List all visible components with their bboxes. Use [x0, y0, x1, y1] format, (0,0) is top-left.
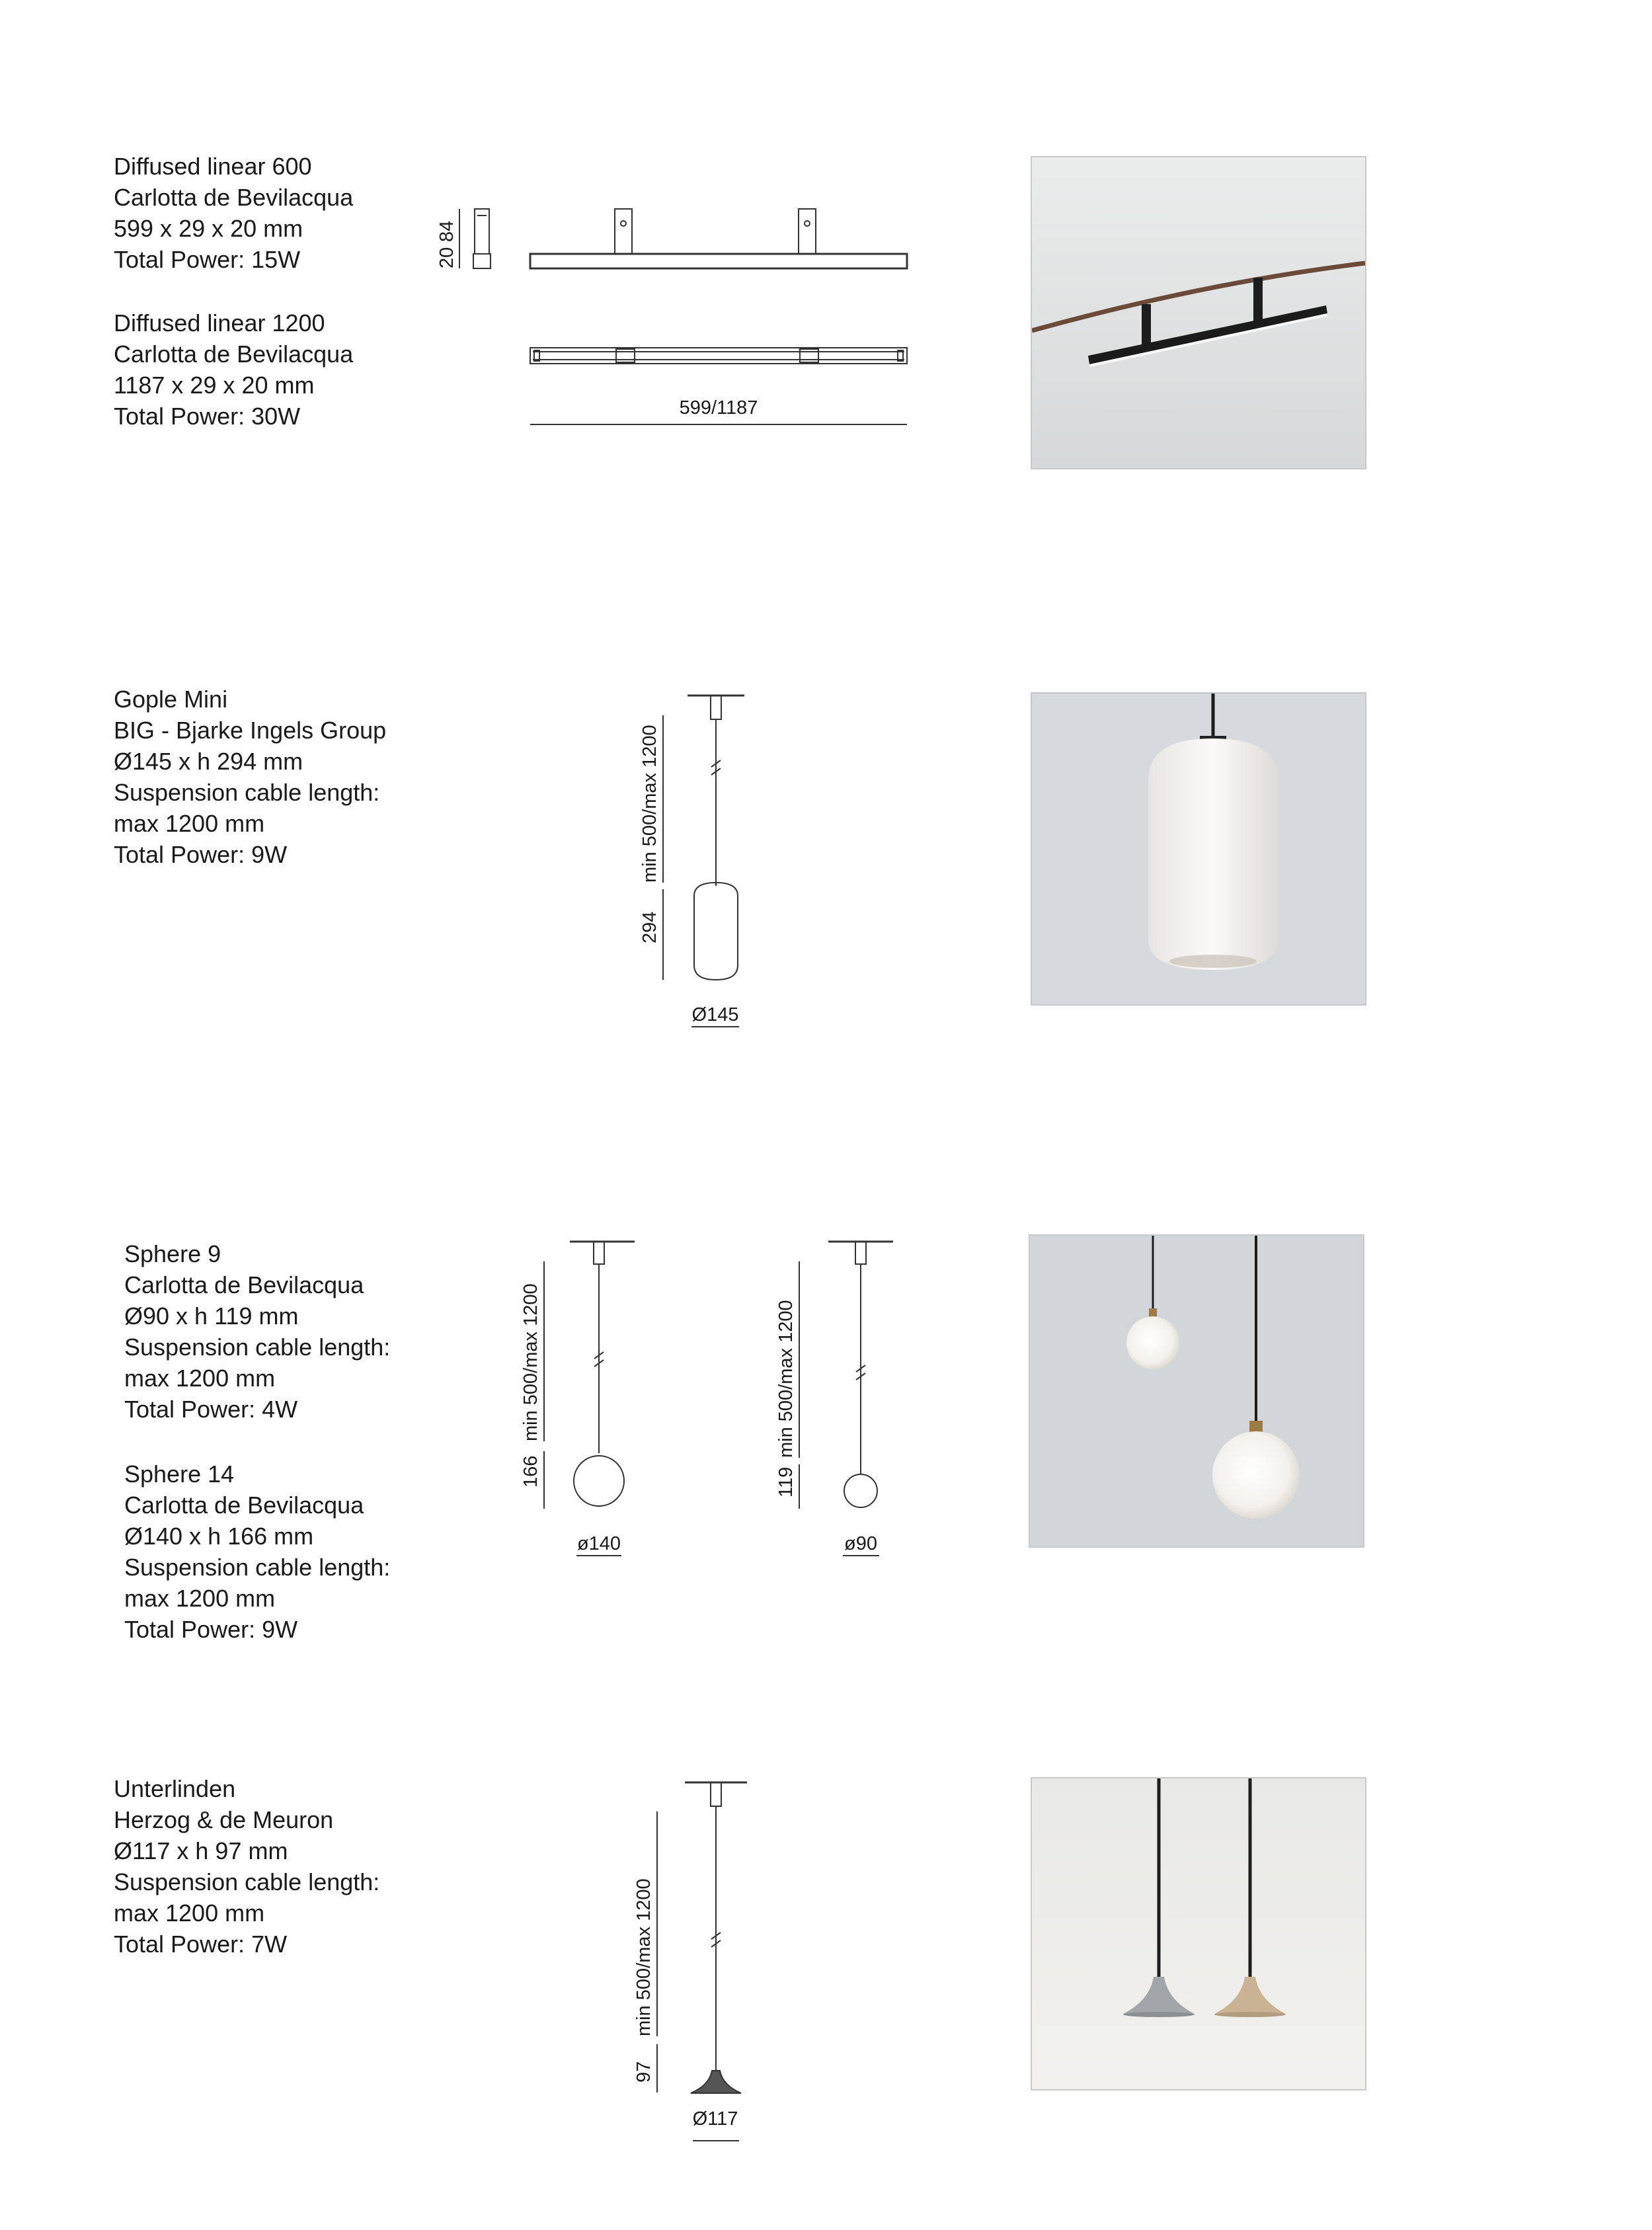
gople-height-label: 294 [639, 911, 660, 943]
product-name: Diffused linear 600 [114, 153, 312, 180]
cable-label: Suspension cable length: [124, 1554, 391, 1581]
photo-diffused-linear [1031, 156, 1366, 469]
linear-photo-art [1032, 157, 1365, 468]
cable-length: max 1200 mm [124, 1585, 276, 1612]
power: Total Power: 9W [124, 1616, 298, 1643]
product-name: Diffused linear 1200 [114, 309, 325, 337]
power: Total Power: 9W [114, 841, 288, 868]
sphere9-diameter-label: ø90 [844, 1533, 877, 1554]
cable-length: max 1200 mm [114, 810, 265, 837]
unterlinden-height-label: 97 [633, 2061, 654, 2083]
cable-length: max 1200 mm [114, 1899, 265, 1927]
photo-unterlinden [1031, 1777, 1366, 2091]
gople-drawing [663, 696, 744, 1027]
designer: Carlotta de Bevilacqua [114, 340, 354, 368]
designer: Carlotta de Bevilacqua [114, 184, 354, 211]
designer: Carlotta de Bevilacqua [124, 1492, 364, 1519]
dimensions: Ø117 x h 97 mm [114, 1837, 288, 1864]
linear-height2-label: 84 [436, 220, 457, 242]
dimensions: Ø140 x h 166 mm [124, 1523, 314, 1550]
unterlinden-cable-label: min 500/max 1200 [633, 1878, 654, 2036]
sphere14-cable-label: min 500/max 1200 [520, 1283, 541, 1441]
linear-side-profile [459, 209, 491, 268]
product-name: Sphere 9 [124, 1240, 221, 1267]
cable-label: Suspension cable length: [124, 1334, 391, 1361]
dimensions: 599 x 29 x 20 mm [114, 215, 303, 242]
dimensions: 1187 x 29 x 20 mm [114, 372, 315, 399]
product-name: Sphere 14 [124, 1460, 235, 1488]
sphere-photo-art [1030, 1236, 1363, 1546]
sphere9-cable-label: min 500/max 1200 [775, 1300, 797, 1458]
gople-photo-art [1032, 694, 1365, 1004]
sphere9-drawing [799, 1242, 893, 1556]
unterlinden-photo-art [1032, 1778, 1365, 2089]
cable-label: Suspension cable length: [114, 779, 380, 806]
cable-label: Suspension cable length: [114, 1868, 380, 1895]
unterlinden-diameter-label: Ø117 [692, 2108, 738, 2130]
product-name: Unterlinden [114, 1775, 236, 1802]
dimensions: Ø145 x h 294 mm [114, 748, 303, 775]
sphere14-height-label: 166 [520, 1455, 541, 1488]
gople-diameter-label: Ø145 [691, 1004, 739, 1025]
product-name: Gople Mini [114, 686, 228, 713]
linear-length-label: 599/1187 [679, 397, 758, 418]
cable-length: max 1200 mm [124, 1365, 276, 1392]
designer: Carlotta de Bevilacqua [124, 1271, 364, 1298]
gople-cable-label: min 500/max 1200 [639, 725, 660, 883]
photo-sphere [1029, 1234, 1364, 1548]
power: Total Power: 30W [114, 403, 301, 430]
power: Total Power: 15W [114, 246, 301, 273]
sphere14-diameter-label: ø140 [576, 1533, 621, 1554]
power: Total Power: 4W [124, 1396, 298, 1423]
unterlinden-shade [691, 2071, 741, 2093]
power: Total Power: 7W [114, 1931, 288, 1958]
linear-height-label: 20 [436, 247, 457, 268]
linear-front-view [530, 209, 907, 268]
designer: BIG - Bjarke Ingels Group [114, 717, 387, 744]
photo-gople-mini [1031, 692, 1366, 1006]
sphere9-height-label: 119 [775, 1466, 797, 1497]
dimensions: Ø90 x h 119 mm [124, 1302, 299, 1330]
sphere14-drawing [544, 1242, 635, 1556]
designer: Herzog & de Meuron [114, 1806, 334, 1833]
